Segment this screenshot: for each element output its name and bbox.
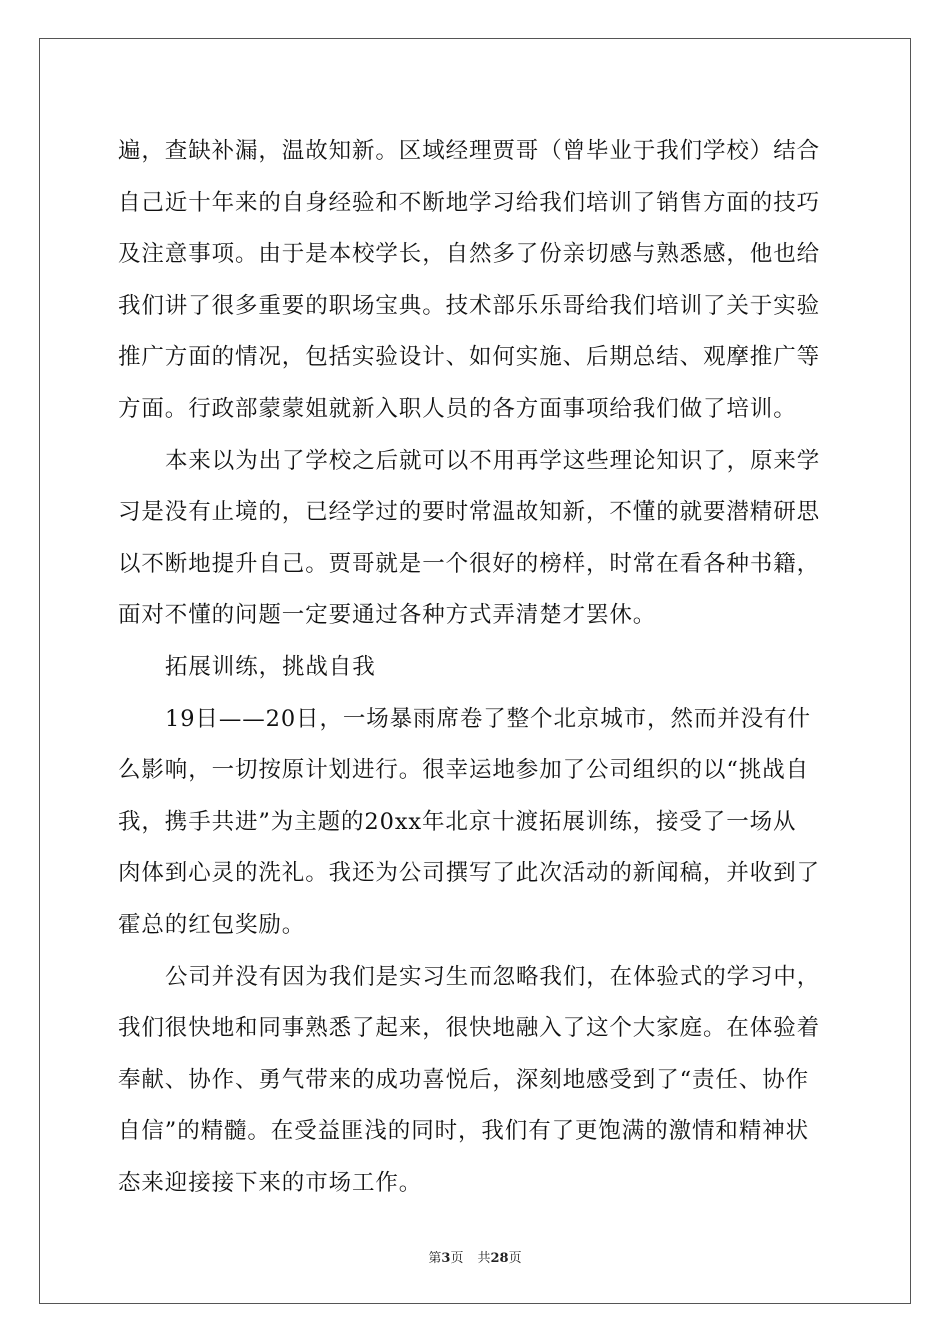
page-number: 3 — [441, 1251, 451, 1266]
paragraph-line: 及注意事项。由于是本校学长，自然多了份亲切感与熟悉感，他也给 — [118, 241, 821, 268]
paragraph-line: 我，携手共进”为主题的20xx年北京十渡拓展训练，接受了一场从 — [118, 808, 797, 835]
paragraph-line: 自信”的精髓。在受益匪浅的同时，我们有了更饱满的激情和精神状 — [118, 1118, 810, 1145]
paragraph-line: 面对不懂的问题一定要通过各种方式弄清楚才罢休。 — [118, 602, 657, 629]
paragraph-line: 态来迎接接下来的市场工作。 — [118, 1169, 423, 1196]
paragraph-line: 习是没有止境的，已经学过的要时常温故知新，不懂的就要潜精研思 — [118, 499, 821, 526]
paragraph-line: 肉体到心灵的洗礼。我还为公司撰写了此次活动的新闻稿，并收到了 — [118, 860, 821, 887]
paragraph-line: 自己近十年来的自身经验和不断地学习给我们培训了销售方面的技巧 — [118, 189, 821, 216]
page-suffix: 页 — [450, 1251, 464, 1266]
paragraph-line: 本来以为出了学校之后就可以不用再学这些理论知识了，原来学 — [165, 447, 821, 474]
paragraph-line: 么影响，一切按原计划进行。很幸运地参加了公司组织的以“挑战自 — [118, 757, 810, 784]
paragraph-line: 以不断地提升自己。贾哥就是一个很好的榜样，时常在看各种书籍， — [118, 550, 821, 577]
document-body — [118, 126, 833, 1209]
paragraph-line: 霍总的红包奖励。 — [118, 911, 306, 938]
paragraph-line: 方面。行政部蒙蒙姐就新入职人员的各方面事项给我们做了培训。 — [118, 395, 797, 422]
paragraph-line: 公司并没有因为我们是实习生而忽略我们，在体验式的学习中， — [165, 963, 821, 990]
paragraph-line: 奉献、协作、勇气带来的成功喜悦后，深刻地感受到了“责任、协作 — [118, 1066, 810, 1093]
paragraph-line: 19日——20日，一场暴雨席卷了整个北京城市，然而并没有什 — [165, 705, 811, 732]
total-suffix: 页 — [508, 1251, 522, 1266]
section-heading: 拓展训练，挑战自我 — [165, 653, 376, 680]
page-prefix: 第 — [428, 1251, 442, 1266]
paragraph-line: 我们讲了很多重要的职场宝典。技术部乐乐哥给我们培训了关于实验 — [118, 292, 821, 319]
paragraph-line: 推广方面的情况，包括实验设计、如何实施、后期总结、观摩推广等 — [118, 344, 821, 371]
page-footer — [0, 1247, 950, 1266]
total-pages: 28 — [490, 1251, 509, 1266]
paragraph-line: 我们很快地和同事熟悉了起来，很快地融入了这个大家庭。在体验着 — [118, 1015, 821, 1042]
paragraph-line: 遍，查缺补漏，温故知新。区域经理贾哥（曾毕业于我们学校）结合 — [118, 138, 821, 164]
total-prefix: 共 — [477, 1251, 491, 1266]
